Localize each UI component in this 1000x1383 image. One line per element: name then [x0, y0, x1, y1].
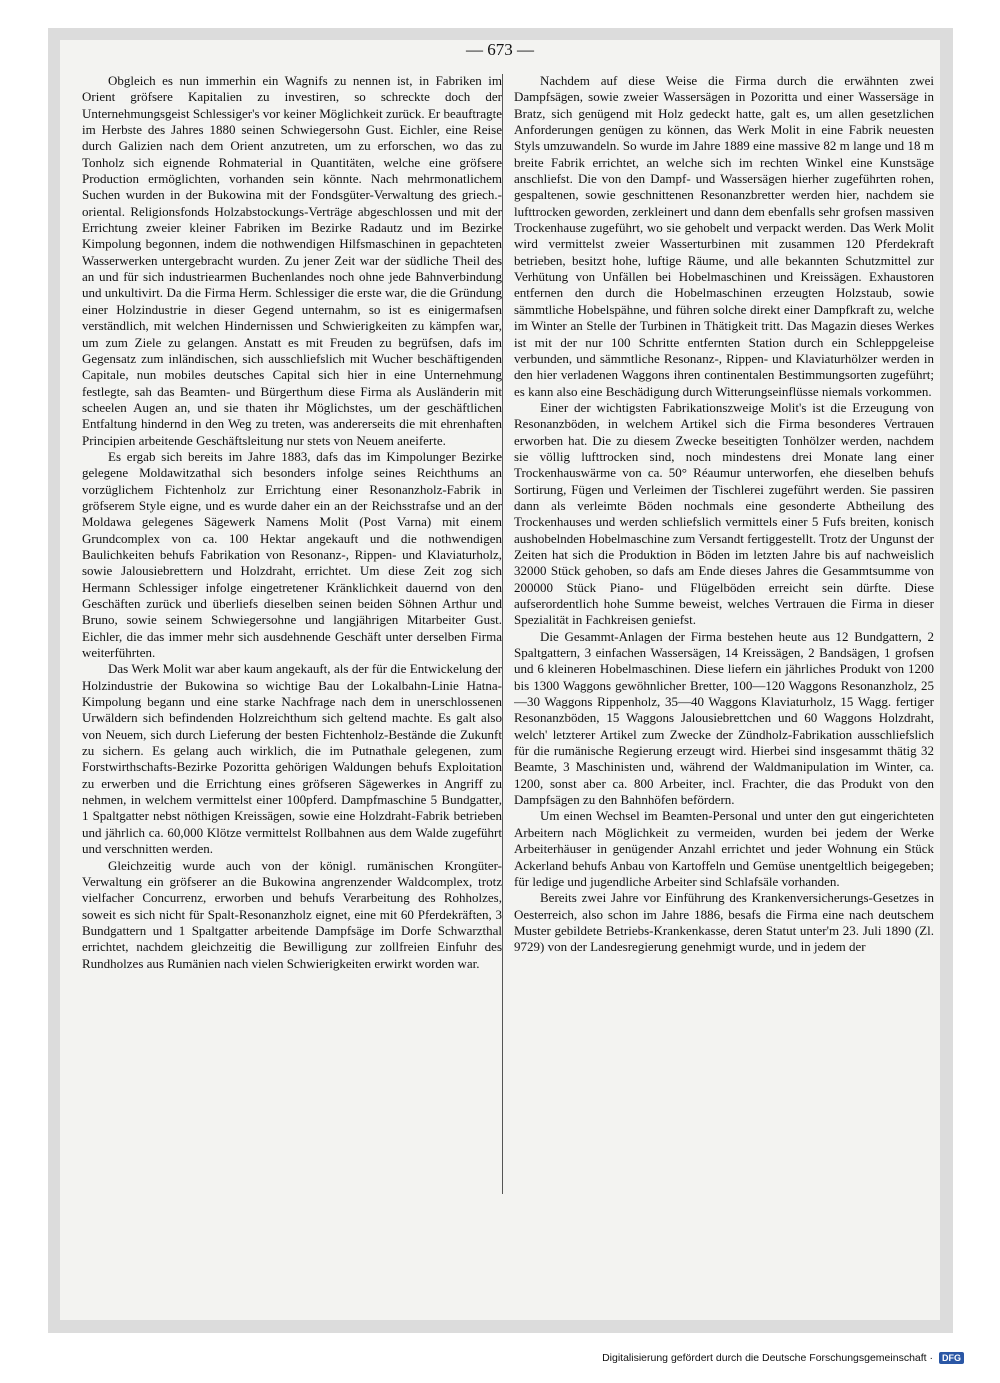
paragraph: Bereits zwei Jahre vor Einführung des Krankenversicherungs-Gesetzes in Oesterreich, also schon im Jahre 1886, besafs die Firma eine nach deutschem Muster gebildete Betriebs-Krankenkasse, deren Statut unter'm 23. Juli 1890 (Zl. 9729) von der Landesregierung genehmigt wurde, und in jedem der — [514, 890, 934, 955]
paragraph: Nachdem auf diese Weise die Firma durch die erwähnten zwei Dampfsägen, sowie zweier Wassersägen in Pozoritta und einer Wassersäge in Bratz, sich genügend mit Holz gedeckt hatte, galt es, um allen gesetzlichen Anforderungen genügen zu können, das Werk Molit in eine Fabrik neuesten Styls umzuwandeln. So wurde im Jahre 1889 eine massive 82 m lange und 18 m breite Fabrik errichtet, an welche sich im rechten Winkel eine Kunstsäge anschliefst. Die von den Dampf- und Wassersägen hierher zugeführten rohen, gespaltenen, sowie geschnittenen Resonanzbretter werden hier, nachdem sie lufttrocken geworden, zerkleinert und dann dem ebenfalls sehr grofsen massiven Trockenhause zugeführt, wo sie gehobelt und verpackt werden. Das Werk Molit wird vermittelst zweier Wasserturbinen mit zusammen 120 Pferdekraft betrieben, besitzt hohe, luftige Räume, und alle bekannten Schutzmittel zur Verhütung von Unfällen bei Hobelmaschinen und Kreissägen. Exhaustoren entfernen den durch die Hobelmaschinen erzeugten Holzstaub, sowie sämmtliche Hobelspähne, und führen solche direkt einer Dampfkraft zu, welche im Winter an Stelle der Turbinen in Thätigkeit tritt. Das Magazin dieses Werkes ist mit der nur 100 Schritte entfernten Station durch ein Schleppgeleise verbunden, und sämmtliche Resonanz-, Rippen- und Klaviaturhölzer werden in den hier verladenen Waggons ihren continentalen Bestimmungsorten zugeführt; es kann also eine Beschädigung durch Witterungseinflüsse niemals vorkommen. — [514, 73, 934, 399]
document-page — [60, 40, 940, 1320]
paragraph: Gleichzeitig wurde auch von der königl. rumänischen Krongüter-Verwaltung ein gröfserer an die Bukowina angrenzender Waldcomplex, trotz vielfacher Concurrenz, erworben und behufs Verarbeitung des Rohholzes, soweit es sich nicht für Spalt-Resonanzholz eignet, eine mit 60 Pferdekräften, 3 Bundgattern und 1 Spaltgatter arbeitende Dampfsäge im Dorfe Schwarzthal errichtet, nachdem gleichzeitig die Bewilligung zur zollfreien Einfuhr des Rundholzes aus Rumänien nach vielen Schwierigkeiten erwirkt worden war. — [82, 857, 502, 971]
paragraph: Einer der wichtigsten Fabrikationszweige Molit's ist die Erzeugung von Resonanzböden, in welchem Artikel sich die Firma besonderes Vertrauen erworben hat. Die zu diesem Zwecke beseitigten Tonhölzer werden, nachdem sie völlig lufttrocken sind, noch mindestens drei Monate lang einer Trockenhauswärme von ca. 50° Réaumur unterworfen, ehe dieselben behufs Sortirung, Fügen und Verleimen der Tischlerei zugeführt werden. Sie passiren dann als verleimte Böden nochmals eine gesonderte Abtheilung des Trockenhauses und werden schliefslich vermittels einer 5 Fufs breiten, konisch aushobelnden Hobelmaschine zum Versandt fertiggestellt. Trotz der Ungunst der Zeiten hat sich die Produktion in Böden im letzten Jahre bis auf nachweislich 32000 Stück gehoben, so dafs am Ende dieses Jahres die Gesammtsumme von 200000 Stück Piano- und Flügelböden erreicht sein dürfte. Diese aufserordentlich hohe Summe beweist, welches Vertrauen die Firma in dieser Spezialität in Fachkreisen geniefst. — [514, 399, 934, 628]
paragraph: Das Werk Molit war aber kaum angekauft, als der für die Entwickelung der Holzindustrie der Bukowina so wichtige Bau der Lokalbahn-Linie Hatna-Kimpolung begann und eine starke Nachfrage nach dem in unerschlossenen Urwäldern sich befindenden Holzreichthum sich geltend machte. Es galt also von Neuem, sich durch Lieferung der besten Fichtenholz-Bestände die Zukunft zu sichern. Es gelang auch wirklich, die im Putnathale gelegenen, zum Forstwirthschafts-Bezirke Pozoritta gehörigen Waldungen behufs Exploitation zu erwerben und die Errichtung eines gröfseren Sägewerkes in Angriff zu nehmen, in welchem vermittelst einer 100pferd. Dampfmaschine 5 Bundgatter, 1 Spaltgatter nebst nöthigen Kreissägen, sowie eine Holzdraht-Fabrik betrieben und jährlich ca. 60,000 Klötze vermittelst Rollbahnen aus dem Walde zugeführt und verschnitten werden. — [82, 661, 502, 857]
footer-text: Digitalisierung gefördert durch die Deutsche Forschungsgemeinschaft · — [602, 1352, 933, 1364]
page-number: — 673 — — [466, 40, 534, 59]
dfg-logo: DFG — [939, 1352, 964, 1364]
right-column — [514, 73, 934, 1203]
paragraph: Es ergab sich bereits im Jahre 1883, dafs das im Kimpolunger Bezirke gelegene Moldawitzathal sich besonders infolge seines Reichthums an vorzüglichem Fichtenholz zur Errichtung einer Resonanzholz-Fabrik in gröfserem Style eigne, und es wurde daher ein an der Reichsstrafse und an der Moldawa gelegenes Sägewerk Namens Molit (Post Varna) mit einem Grundcomplex von ca. 100 Hektar angekauft und die nothwendigen Baulichkeiten behufs Fabrikation von Resonanz-, Rippen- und Klaviaturholz, sowie Jalousiebrettern und Holzdraht, errichtet. Um diese Zeit zog sich Hermann Schlessiger infolge eingetretener Kränklichkeit dauernd von den Geschäften zurück und überliefs dieselben seinen beiden Söhnen Arthur und Bruno, sowie seinem Schwiegersohne und langjährigen Mitarbeiter Gust. Eichler, die das immer mehr sich ausdehnende Geschäft unter derselben Firma weiterführten. — [82, 448, 502, 661]
left-column — [82, 73, 502, 1203]
column-divider — [502, 74, 503, 1194]
paragraph: Um einen Wechsel im Beamten-Personal und unter den gut eingerichteten Arbeitern nach Möglichkeit zu vermeiden, wurden bei jedem der Werke Arbeiterhäuser in genügender Anzahl errichtet und jeder Wohnung ein Stück Ackerland behufs Anbau von Kartoffeln und Gemüse unentgeltlich beigegeben; für ledige und jugendliche Arbeiter sind Schlafsäle vorhanden. — [514, 808, 934, 889]
paragraph: Die Gesammt-Anlagen der Firma bestehen heute aus 12 Bundgattern, 2 Spaltgattern, 3 einfachen Wassersägen, 14 Kreissägen, 2 Bandsägen, 1 grofsen und 6 kleineren Hobelmaschinen. Diese liefern ein jährliches Produkt von 1200 bis 1300 Waggons gewöhnlicher Bretter, 100—120 Waggons Resonanzholz, 25—30 Waggons Rippenholz, 35—40 Waggons Klaviaturholz, 15 Wagg. fertiger Resonanzböden, 15 Waggons Jalousiebrettchen und 60 Waggons Holzdraht, welch' letzterer Artikel zum Zwecke der Zündholz-Fabrikation ausschliefslich für die rumänische Regierung erzeugt wird. Hierbei sind insgesammt thätig 32 Beamte, 3 Maschinisten und, während der Waldmanipulation im Winter, ca. 1200, sonst aber ca. 800 Arbeiter, incl. Frachter, die das Produkt von den Dampfsägen zu den Bahnhöfen befördern. — [514, 628, 934, 808]
paragraph: Obgleich es nun immerhin ein Wagnifs zu nennen ist, in Fabriken im Orient gröfsere Kapitalien zu investiren, so schreckte doch der Unternehmungsgeist Schlessiger's vor keiner Möglichkeit zurück. Er beauftragte im Herbste des Jahres 1880 seinen Schwiegersohn Gust. Eichler, eine Reise durch Galizien nach dem Orient anzutreten, um zu erforschen, wo das zu Tonholz sich eignende Rohmaterial in Quantitäten, welche eine gröfsere Production ermöglichten, vorhanden sein könnte. Nach mehrmonatlichem Suchen wurden in der Bukowina mit der Fondsgüter-Verwaltung des griech.-oriental. Religionsfonds Holzabstockungs-Verträge abgeschlossen und mit der Errichtung zweier kleiner Fabriken im Bezirke Radautz und im Bezirke Kimpolung begonnen, indem die nothwendigen Hilfsmaschinen in gepachteten Wasserwerken untergebracht wurden. Zu jener Zeit war der südliche Theil des an und für sich industriearmen Buchenlandes noch ohne jede Bahnverbindung und unkultivirt. Da die Firma Herm. Schlessiger die erste war, die die Gründung einer Holzindustrie in dieser Gegend unternahm, so ist es einigermafsen verständlich, mit welchen Hindernissen und Schwierigkeiten zu kämpfen war, um zum Ziele zu gelangen. Anstatt es mit Freuden zu begrüfsen, dafs im Gegensatz zum inländischen, sich ausschliefslich mit Wucher beschäftigenden Capitale, nun mobiles deutsches Capital sich hier in eine Unternehmung festlegte, sah das Beamten- und Bürgerthum diese Firma als Ausländerin mit scheelen Augen an, und sie thaten ihr Möglichstes, um der geschäftlichen Entfaltung hindernd in den Weg zu treten, was andererseits die mit ehrenhaften Principien arbeitende Geschäftsleitung nur stets von Neuem aneiferte. — [82, 73, 502, 448]
footer-credit — [602, 1352, 964, 1364]
